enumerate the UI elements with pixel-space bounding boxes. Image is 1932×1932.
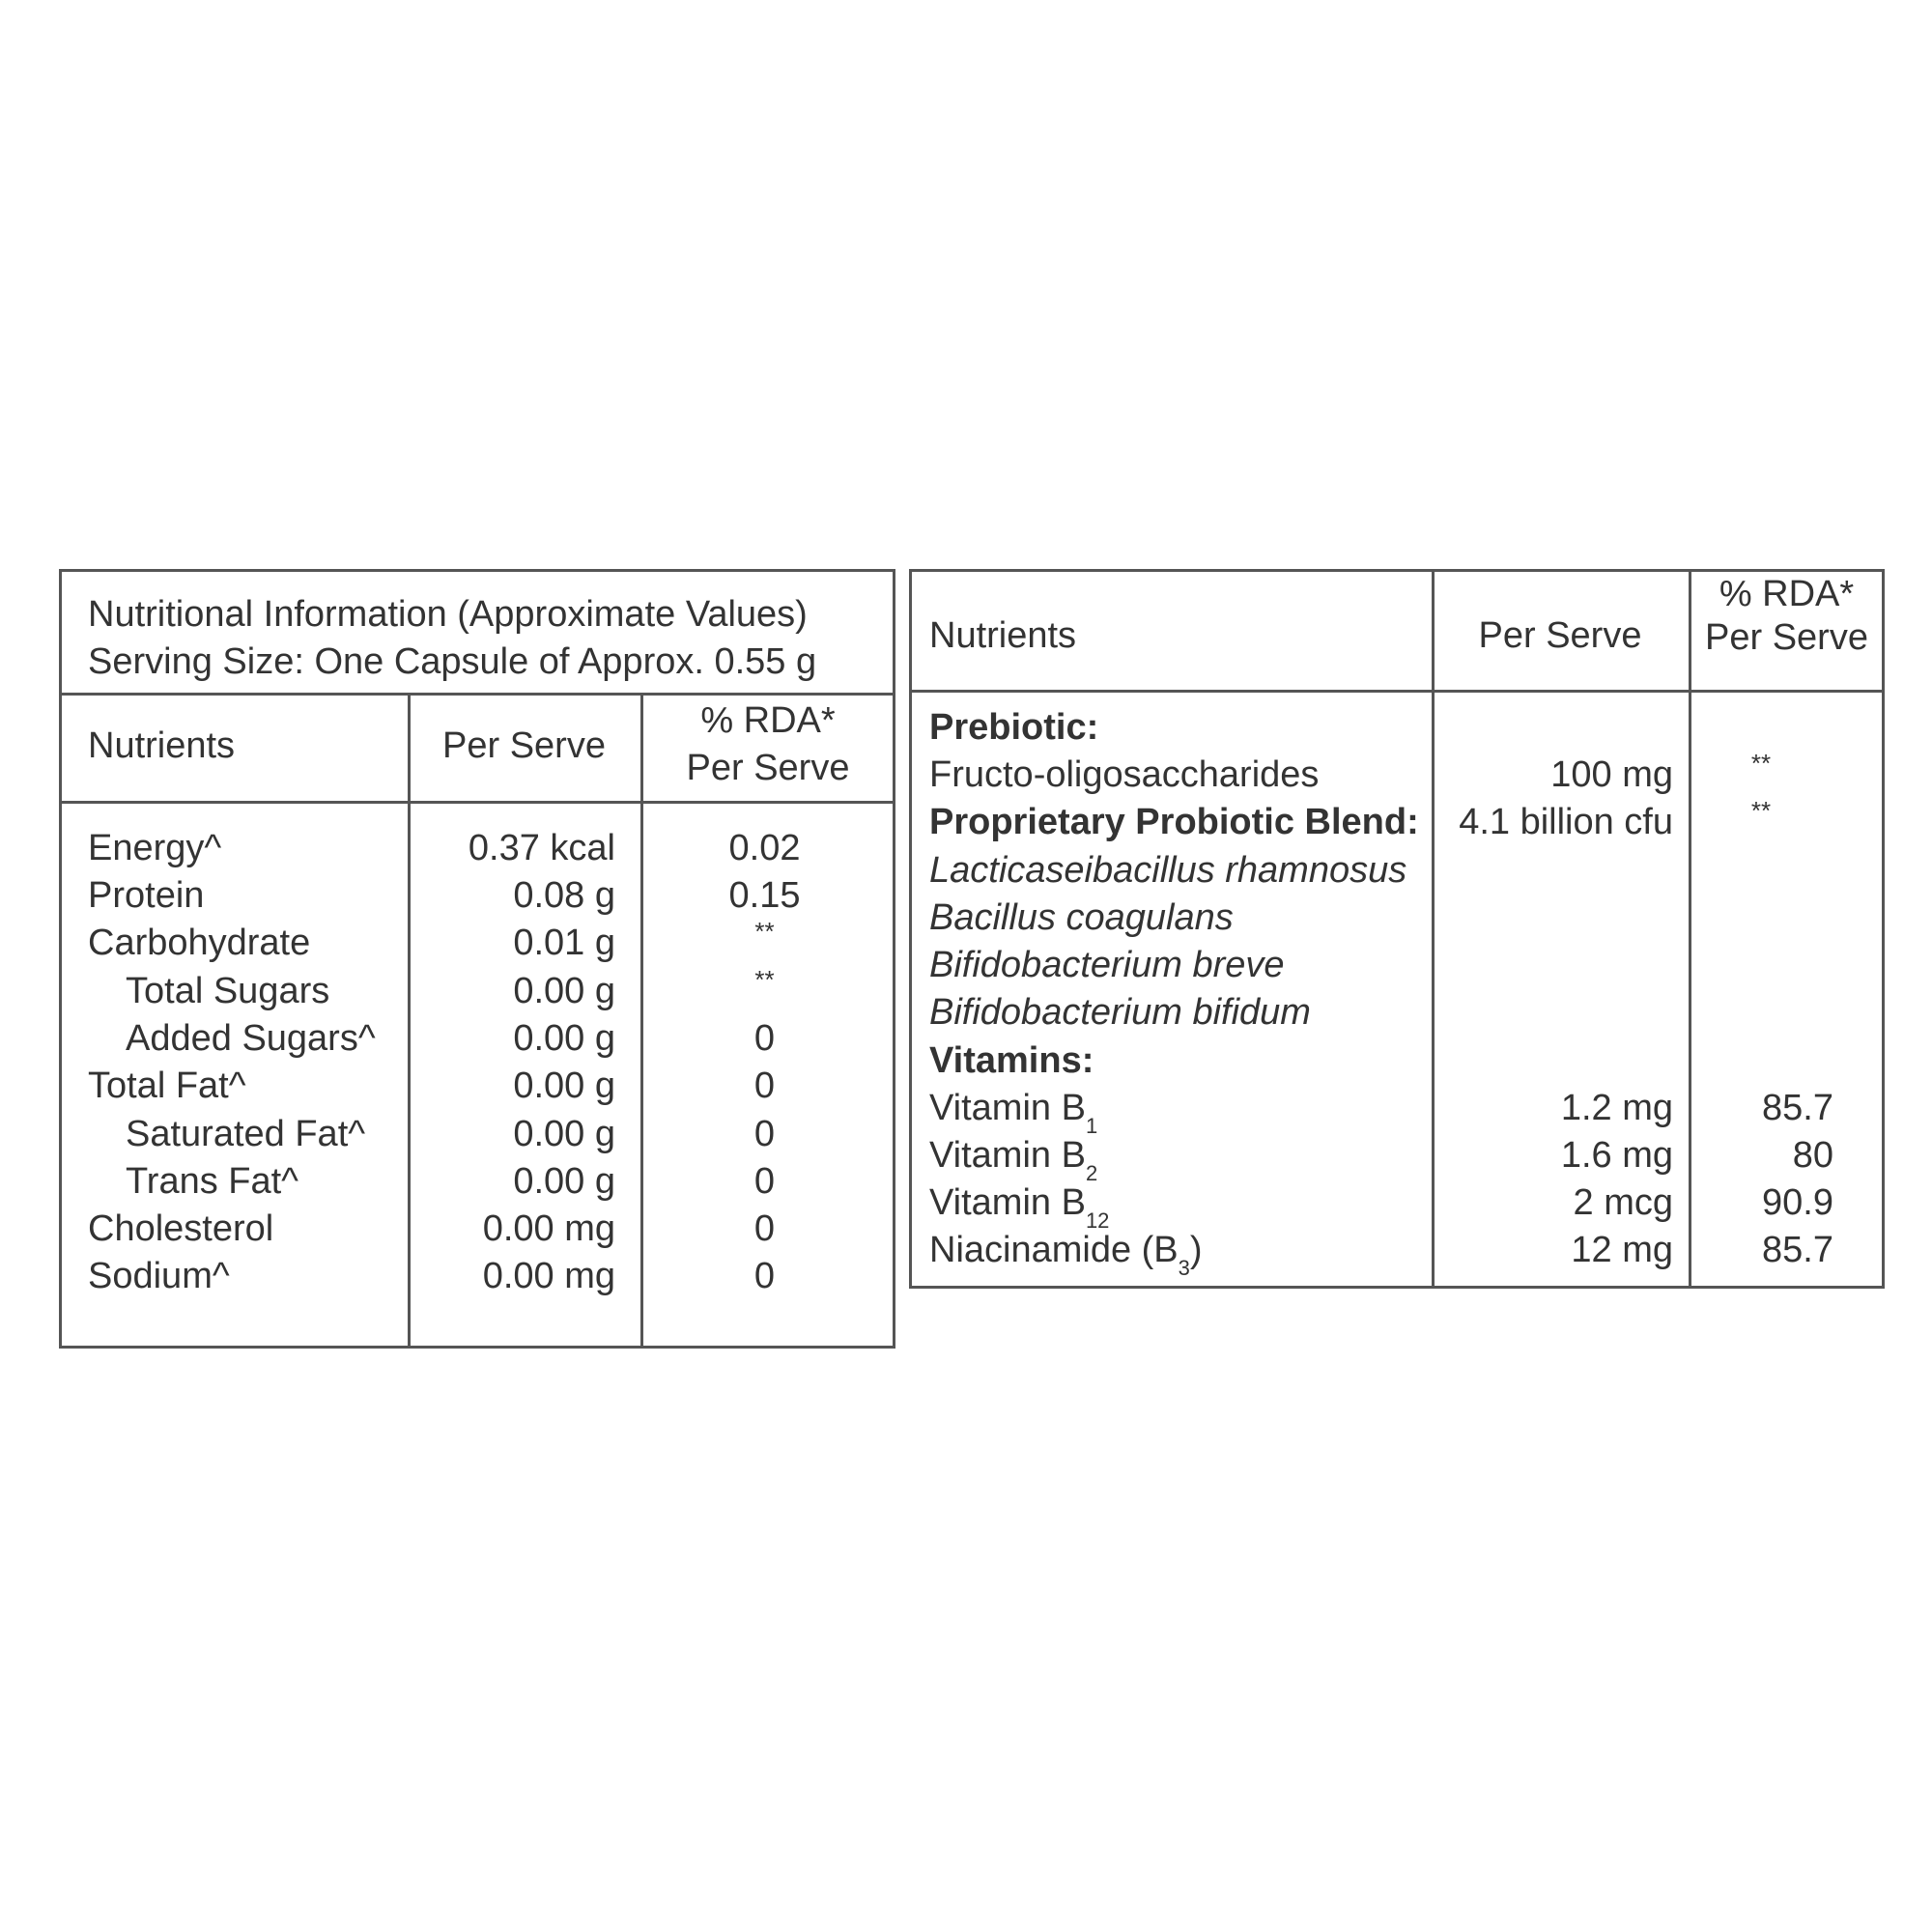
section-heading: Proprietary Probiotic Blend: (929, 802, 1419, 842)
subscript: 1 (1085, 1114, 1098, 1138)
subscript: 3 (1178, 1256, 1190, 1280)
nutrient-value: 0.01 g (513, 923, 615, 963)
nutrient-rda: 0.02 (728, 828, 801, 868)
nutrient-rda: 85.7 (1762, 1088, 1833, 1128)
serving-size: Serving Size: One Capsule of Approx. 0.55 g (88, 641, 817, 682)
nutrient-value: 4.1 billion cfu (1459, 802, 1673, 842)
section-heading: Prebiotic: (929, 707, 1099, 748)
nutrient-name: Carbohydrate (88, 923, 311, 963)
nutrient-value: 1.2 mg (1560, 1088, 1673, 1128)
nutrient-rda: 0 (753, 1114, 776, 1154)
nutrient-name (929, 1227, 1203, 1280)
nutrient-value: 12 mg (1571, 1230, 1673, 1270)
nutrient-rda: 0 (753, 1065, 776, 1106)
nutrient-name: Total Fat^ (88, 1065, 246, 1106)
strain-name: Bifidobacterium bifidum (929, 992, 1311, 1033)
header-per-serve: Per Serve (442, 725, 606, 766)
nutrient-value: 100 mg (1550, 754, 1673, 795)
nutrient-value: 0.00 g (513, 1018, 615, 1059)
nutrient-label: Vitamin B (929, 1135, 1086, 1176)
nutrient-value: 2 mcg (1573, 1182, 1673, 1223)
header-rda-per-serve: Per Serve (686, 748, 850, 788)
nutrient-name (929, 1085, 1098, 1138)
header-rda: % RDA* (1719, 574, 1855, 614)
nutrient-rda: 0 (753, 1208, 776, 1249)
table-title: Nutritional Information (Approximate Values) (88, 594, 808, 635)
nutrient-rda: ** (754, 965, 775, 994)
nutrition-table-probiotic (909, 569, 1885, 1289)
nutrient-name: Fructo-oligosaccharides (929, 754, 1320, 795)
nutrient-name: Saturated Fat^ (126, 1114, 366, 1154)
nutrient-rda: 0 (753, 1161, 776, 1202)
nutrient-label: Niacinamide (B (929, 1230, 1179, 1270)
strain-name: Lacticaseibacillus rhamnosus (929, 850, 1407, 891)
nutrient-name: Sodium^ (88, 1256, 230, 1296)
nutrient-rda: 0 (753, 1256, 776, 1296)
nutrient-name (929, 1179, 1110, 1233)
divider (62, 693, 893, 696)
header-nutrients: Nutrients (88, 725, 236, 766)
nutrient-name: Total Sugars (126, 971, 330, 1011)
subscript: 2 (1085, 1161, 1098, 1185)
nutrition-table-general (59, 569, 895, 1349)
nutrient-value: 0.00 g (513, 1161, 615, 1202)
header-nutrients: Nutrients (929, 615, 1077, 656)
nutrient-rda: 85.7 (1762, 1230, 1833, 1270)
nutrient-rda: 0 (753, 1018, 776, 1059)
nutrient-value: 0.00 mg (482, 1208, 615, 1249)
nutrient-value: 0.37 kcal (468, 828, 615, 868)
section-heading: Vitamins: (929, 1040, 1094, 1081)
strain-name: Bifidobacterium breve (929, 945, 1285, 985)
nutrient-value: 0.00 g (513, 1065, 615, 1106)
nutrient-value: 0.00 g (513, 1114, 615, 1154)
nutrient-value: 0.08 g (513, 875, 615, 916)
strain-name: Bacillus coagulans (929, 897, 1234, 938)
nutrient-rda: 90.9 (1762, 1182, 1833, 1223)
nutrient-label: Vitamin B (929, 1182, 1086, 1223)
header-rda: % RDA* (700, 700, 836, 741)
divider (912, 690, 1882, 693)
nutrient-name (929, 1132, 1098, 1185)
divider (62, 801, 893, 804)
subscript: 12 (1085, 1208, 1110, 1233)
nutrient-label: Vitamin B (929, 1088, 1086, 1128)
nutrient-name: Added Sugars^ (126, 1018, 376, 1059)
nutrient-value: 0.00 g (513, 971, 615, 1011)
nutrient-rda: ** (1750, 749, 1772, 778)
nutrient-value: 0.00 mg (482, 1256, 615, 1296)
nutrient-rda: 80 (1792, 1135, 1833, 1176)
nutrient-value: 1.6 mg (1560, 1135, 1673, 1176)
nutrient-rda: 0.15 (728, 875, 801, 916)
nutrient-name: Protein (88, 875, 205, 916)
nutrient-label-suffix: ) (1189, 1230, 1203, 1270)
header-rda-per-serve: Per Serve (1705, 617, 1868, 658)
header-per-serve: Per Serve (1478, 615, 1642, 656)
nutrient-name: Energy^ (88, 828, 222, 868)
nutrient-rda: ** (754, 917, 775, 946)
nutrient-name: Trans Fat^ (126, 1161, 299, 1202)
nutrient-name: Cholesterol (88, 1208, 274, 1249)
nutrient-rda: ** (1750, 796, 1772, 825)
